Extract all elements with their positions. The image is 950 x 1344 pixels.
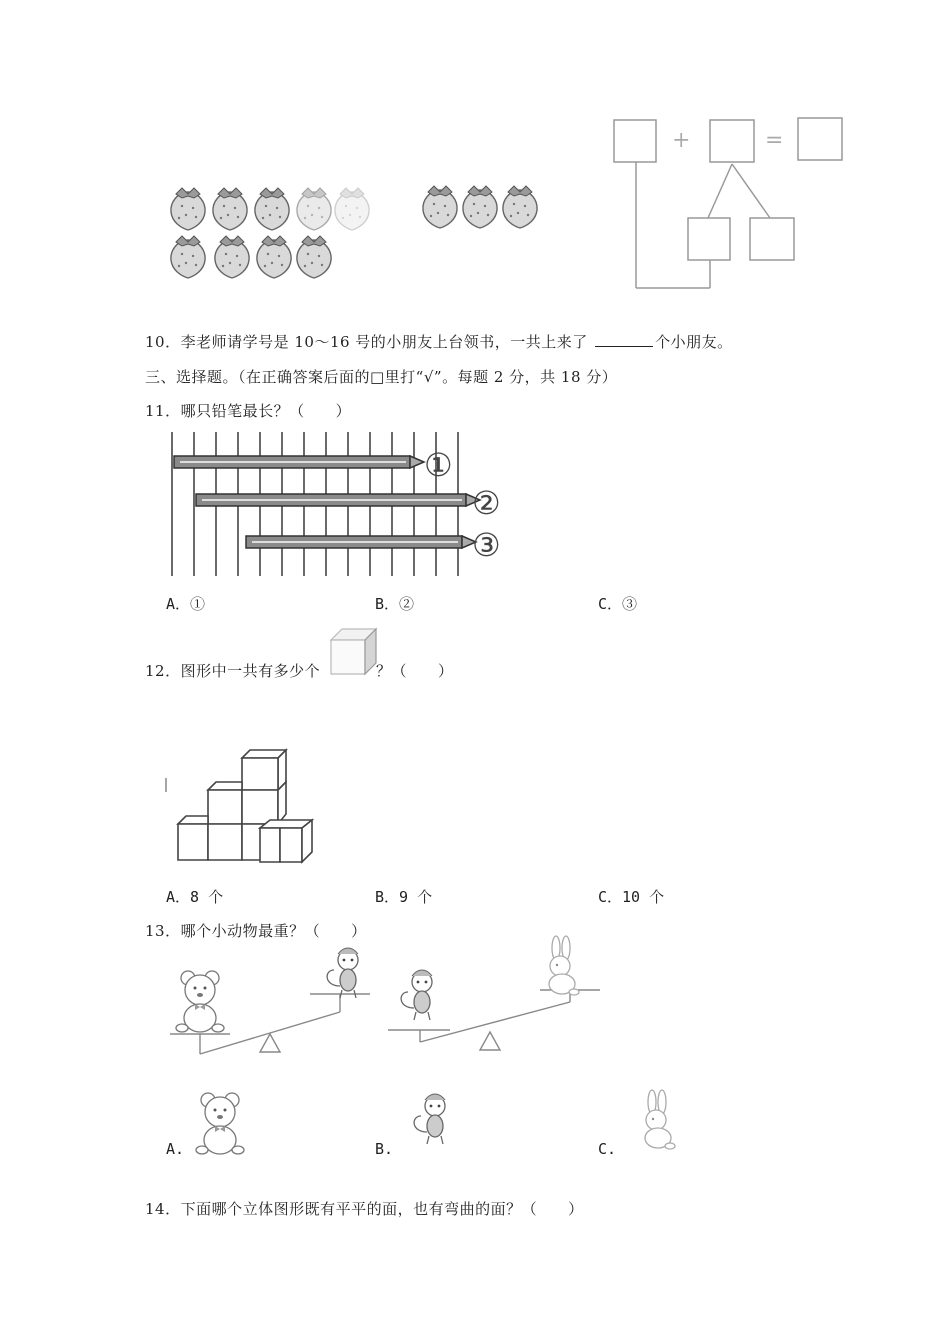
option-a[interactable] [166,1086,256,1156]
question-12 [145,660,320,681]
question-number: 14． [145,1200,181,1218]
option-b[interactable]: B．9 个 [375,888,433,906]
balance-scales-figure [160,950,620,1070]
option-c[interactable] [598,1086,688,1156]
option-a[interactable]: A．① [166,595,206,613]
pencil-label-2: ② [472,484,501,522]
question-text: 李老师请学号是 10～16 号的小朋友上台领书，一共上来了 [180,333,588,351]
strawberry-group [160,180,560,280]
question-number: 13． [145,922,181,940]
pencil-2 [196,494,480,506]
monkey-icon [405,1090,465,1150]
question-12-end: ？（ ） [376,662,454,680]
question-text: 图形中一共有多少个 [180,662,321,680]
section-heading: 三、选择题。（在正确答案后面的□里打“√”。每题 2 分，共 18 分） [145,368,618,386]
question-text: 哪个小动物最重？（ ） [180,922,367,940]
option-b-label: B. [375,1140,394,1158]
answer-blank[interactable] [595,332,653,347]
pencil-3 [246,536,476,548]
equals-sign: = [765,128,784,153]
plus-sign: + [672,128,691,153]
question-text-end: 个小朋友。 [655,333,733,351]
cube-stack-figure [164,748,324,864]
option-c[interactable]: C．10 个 [598,888,665,906]
equation-diagram [600,108,860,308]
question-text: 下面哪个立体图形既有平平的面，也有弯曲的面？（ ） [180,1200,584,1218]
pencil-label-1: ① [424,446,453,484]
question-number: 11． [145,402,181,420]
question-number: 12． [145,662,181,680]
rabbit-icon [626,1088,686,1154]
question-11 [145,400,351,421]
pencil-1 [174,456,424,468]
option-a[interactable]: A．8 个 [166,888,224,906]
option-b[interactable] [375,1086,465,1156]
bear-icon [190,1088,250,1158]
cube-icon [330,628,378,676]
pencil-figure [166,430,516,580]
question-14 [145,1198,584,1219]
option-b[interactable]: B．② [375,595,415,613]
option-a-label: A. [166,1140,185,1158]
option-c[interactable]: C．③ [598,595,638,613]
pencil-label-3: ③ [472,526,501,564]
option-c-label: C. [598,1140,617,1158]
question-number: 10． [145,333,181,351]
question-10 [145,331,733,352]
question-text: 哪只铅笔最长？（ ） [180,402,352,420]
question-13 [145,920,367,941]
